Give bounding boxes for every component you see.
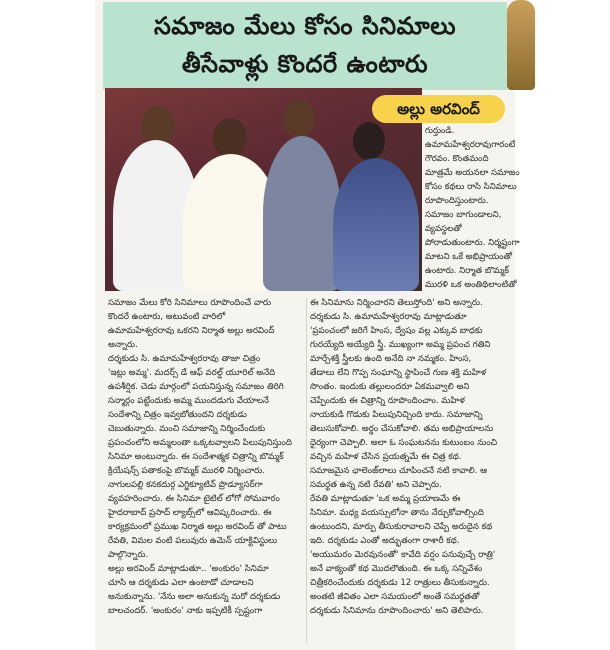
text-line: అంతటి జీవితం ఎలా సమయంలో అంతే సమర్థతతో xyxy=(310,592,480,602)
text-line: సినిమా అంటున్నారు. ఈ సందేశాత్మక చిత్రాన్ని బొమ్మక్ xyxy=(108,452,284,462)
text-line: సమర్థత ఉన్న నటి రేవతి' అని చెప్పారు. xyxy=(310,480,442,490)
text-line: గుర్తుండి. xyxy=(425,126,455,136)
headline-line-1: సమాజం మేలు కోసం సినిమాలు xyxy=(153,12,457,40)
text-line: రేవతి, విమల వంటి పలువురు ఉమెన్ యాక్టివిస్టులు xyxy=(108,536,278,546)
text-line: సమాజమైన ఛాలెంజ్‌లాలు చూపించనే నటి కావాలి. ఆ xyxy=(310,466,488,476)
text-line: అన్నారు. xyxy=(108,340,138,350)
text-line: రూపొందిస్తుంటారు. xyxy=(425,196,489,206)
left-column xyxy=(108,296,304,644)
text-line: నాగులపల్లి కనకదుర్గ ఎగ్జిక్యూటివ్ ప్రొడ్యూసర్‌గా xyxy=(108,480,263,490)
text-line: మార్చేశక్తి స్త్రీలకు ఉంది అనేది నా నమ్మకం. హింస, xyxy=(310,354,472,364)
text-line: దర్శకుడు సినిమాను రూపొందించారు' అని తెలిపారు. xyxy=(310,606,484,616)
text-line: వ్యవస్థలతో xyxy=(425,224,462,234)
text-line: ఉంటారు. నిర్మాత బొమ్మక్ xyxy=(425,266,509,276)
text-line: తెలుసుకోవాలి. అర్థం చేసుకోవాలి. తమ అభిప్రాయాలను xyxy=(310,424,494,434)
text-line: ప్రపంచంలోని అమ్మలంతా ఒక్కటవ్వాలని పిలుపునిస్తుంది xyxy=(108,438,292,448)
right-column xyxy=(310,296,508,644)
headline-box xyxy=(103,2,507,90)
text-line: వ్యవహరించారు. ఈ సినిమా టైటిల్ లోగో సోమవారం xyxy=(108,494,280,504)
text-line: సమాజం బాగుండాలని, xyxy=(425,210,502,220)
text-line: చూసి ఆ దర్శకుడు ఎలా ఉంటాడో చూడాలని xyxy=(108,578,254,588)
text-line: పాల్గొన్నారు. xyxy=(108,550,149,560)
text-line: ఈ సినిమాను నిర్మించారని తెలుస్తోంది' అని అన్నారు. xyxy=(310,298,483,308)
text-line: బాలచందర్. 'అంకురం' నాకు ఇప్పటికీ స్పష్టంగా xyxy=(108,606,263,616)
person-3-head-icon xyxy=(283,100,315,138)
text-line: ఉమామహేశ్వరరావు ఒకరని నిర్మాత అల్లు అరవింద్ xyxy=(108,326,275,336)
text-line: దర్శకుడు సి. ఉమామహేశ్వరరావు మాట్లాడుతూ xyxy=(310,312,467,322)
text-line: సొంతం. ఇందుకు తల్లులందరూ ఏకమవ్వాలి అని xyxy=(310,382,470,392)
text-line: మాత్రమే అయనలా సమాజం xyxy=(425,168,520,178)
text-line: అనుకున్నాను. 'నేను అలా అనుకున్న మరో దర్శకుడు xyxy=(108,592,281,602)
person-4-icon xyxy=(333,158,419,291)
text-line: 'అయుమరం మెరవునంతో' కావేది వర్షం పనువుచ్చే రాత్రి' xyxy=(310,550,496,560)
text-line: చెప్పేందుకు ఈ చిత్రాన్ని రూపొందించాం. మహిళ xyxy=(310,396,465,406)
column-divider xyxy=(306,298,307,643)
text-line: అల్లు అరవింద్ మాట్లాడుతూ.. 'అంకురం' సినిమా xyxy=(108,564,269,574)
text-line: వచ్చిన మహిళ చేసిన ప్రయత్నమే ఈ చిత్ర కథ. xyxy=(310,452,462,462)
right-top-column xyxy=(425,124,520,294)
byline-badge: అల్లు అరవింద్ xyxy=(372,95,505,123)
text-line: హైదరాబాద్ ప్రసాద్ ల్యాబ్స్‌లో ఆవిష్కరించారు. ఈ xyxy=(108,508,272,518)
text-line: కార్యక్రమంలో ప్రముఖ నిర్మాత అల్లు అరవింద్ తో పాటు xyxy=(108,522,287,532)
text-line: ఉపశీర్షిక. చెడు మార్గంలో పయనిస్తున్న సమాజం తిరిగి xyxy=(108,382,284,392)
text-line: దర్శకుడు సి. ఉమామహేశ్వరరావు తాజా చిత్రం xyxy=(108,354,261,364)
text-line: 'ఇట్లు అమ్మ'. మదర్స్ డే ఆఫ్ వరల్డ్ యూరిల్ అనేది xyxy=(108,368,276,378)
text-line: తేడాలు లేని గొప్ప సంఘాన్ని స్థాపించే గుణ శక్తి మహిళ xyxy=(310,368,487,378)
award-statue-icon xyxy=(507,0,535,90)
text-line: సందేశాన్ని చిత్రం ఇవ్వబోతుందని దర్శకుడు xyxy=(108,410,247,420)
text-line: మాటని ఒకే అభిప్రాయంతో xyxy=(425,252,512,262)
text-line: నాయకుడి గొడుకు పిలుపునిచ్చింది కాదు. సమాజాన్ని xyxy=(310,410,483,420)
text-line: పోరాడుతుంటారు. నిర్మష్టంగా xyxy=(425,238,520,248)
headline-line-2: తీసేవాళ్లు కొందరే ఉంటారు xyxy=(181,50,429,78)
text-line: క్రియేషన్స్ పతాకంపై బొమ్మక్ మురళి నిర్మించారు. xyxy=(108,466,265,476)
text-line: కోసం కథలు రాసి సినిమాలు xyxy=(425,182,517,192)
person-4-head-icon xyxy=(353,122,385,160)
text-line: గౌరవం. కొంతమంది xyxy=(425,154,489,164)
text-line: సమాజం మేలు కోరి సినిమాలు రూపొందించే వారు xyxy=(108,298,271,308)
text-line: అనే వాక్యంతో కథ మొదలౌతుంది. ఈ ఒక్క సన్నివేశం xyxy=(310,564,483,574)
person-2-head-icon xyxy=(213,118,247,158)
text-line: ధైర్యంగా చెప్పాలి. అలా ఓ సంఘటనను కుటుంబం నుంచి xyxy=(310,438,498,448)
text-line: చిత్రీకరించేందుకు దర్శకుడు 12 రాత్రులు తీసుకున్నారు. xyxy=(310,578,490,588)
text-line: గురయ్యేది అయ్యేది స్త్రీ. ముఖ్యంగా అమ్మ ప్రపంచ గతిని xyxy=(310,340,491,350)
text-line: సన్మార్గం పట్టేందుకు అమ్మ ముందడుగు వేయాలనే xyxy=(108,396,269,406)
text-line: రేవతి మాట్లాడుతూ 'ఒక అమ్మ ప్రయాణమే ఈ xyxy=(310,494,461,504)
person-3-icon xyxy=(263,136,341,291)
text-line: చెబుతున్నారు. మంచి సమాజాన్ని నిర్మించేందుకు xyxy=(108,424,266,434)
text-line: ఇది. దర్శకుడు ఎంతో అద్భుతంగా రాశారీ కథ. xyxy=(310,536,460,546)
text-line: కొందరే ఉంటారు, అటువంటి వారిలో xyxy=(108,312,226,322)
group-photo xyxy=(105,88,422,291)
text-line: ఉంటుందని, మార్పు తీసుకురావాలని చెప్పే అరుదైన కథ xyxy=(310,522,493,532)
text-line: 'ప్రపంచంలో జరిగే హింస, ద్వేషం వల్ల ఎక్కువ బాధకు xyxy=(310,326,483,336)
text-line: ఉమామహేశ్వరరావుగారంటే xyxy=(425,140,516,150)
text-line: సినిమా. మధ్య వయస్సులోనా తాను నేర్చుకోవాల్సింది xyxy=(310,508,484,518)
text-line: మురళి ఒక అంతిథిలాంటితో xyxy=(425,280,517,290)
